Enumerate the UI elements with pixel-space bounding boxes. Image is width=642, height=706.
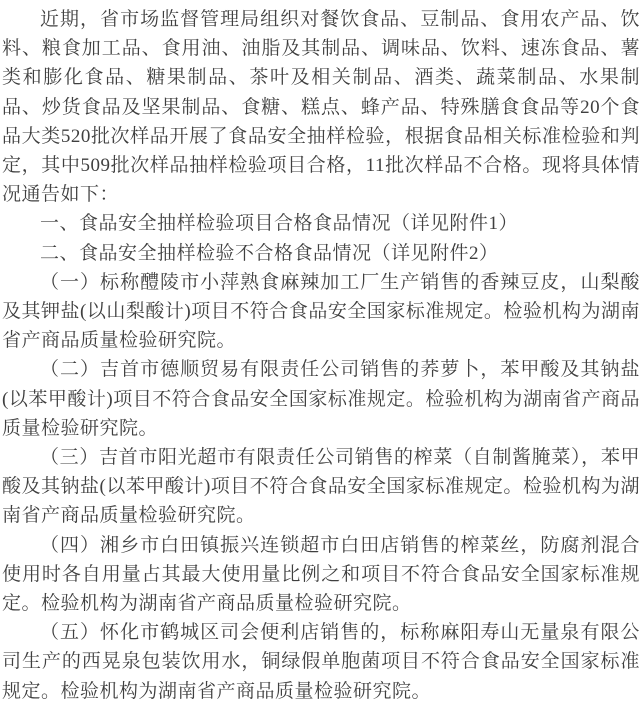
noncompliant-item-1: （一）标称醴陵市小萍熟食麻辣加工厂生产销售的香辣豆皮，山梨酸及其钾盐(以山梨酸计)项目不符合食品安全国家标准规定。检验机构为湖南省产商品质量检验研究院。 [2, 271, 640, 352]
noncompliant-item-3: （三）吉首市阳光超市有限责任公司销售的榨菜（自制酱腌菜），苯甲酸及其钠盐(以苯甲酸计)项目不符合食品安全国家标准规定。检验机构为湖南省产商品质量检验研究院。 [2, 447, 640, 527]
section-2-heading: 二、食品安全抽样检验不合格食品情况（详见附件2） [40, 242, 499, 264]
section-1-heading: 一、食品安全抽样检验项目合格食品情况（详见附件1） [40, 213, 519, 235]
noncompliant-item-2: （二）吉首市德顺贸易有限责任公司销售的荞萝卜，苯甲酸及其钠盐(以苯甲酸计)项目不符合食品安全国家标准规定。检验机构为湖南省产商品质量检验研究院。 [2, 359, 640, 439]
noncompliant-item-5: （五）怀化市鹤城区司会便利店销售的，标称麻阳寿山无量泉有限公司生产的西晃泉包装饮用水，铜绿假单胞菌项目不符合食品安全国家标准规定。检验机构为湖南省产商品质量检验研究院。 [2, 622, 640, 702]
noncompliant-item-4: （四）湘乡市白田镇振兴连锁超市白田店销售的榨菜丝，防腐剂混合使用时各自用量占其最大使用量比例之和项目不符合食品安全国家标准规定。检验机构为湖南省产商品质量检验研究院。 [2, 534, 640, 615]
intro-paragraph: 近期，省市场监督管理局组织对餐饮食品、豆制品、食用农产品、饮料、粮食加工品、食用油、油脂及其制品、调味品、饮料、速冻食品、薯类和膨化食品、糖果制品、茶叶及相关制品、酒类、蔬菜制品、水果制品、炒货食品及坚果制品、食糖、糕点、蜂产品、特殊膳食食品等20个食品大类520批次样品开展了食品安全抽样检验，根据食品相关标准检验和判定，其中509批次样品抽样检验项目合格，11批次样品不合格。现将具体情况通告如下： [2, 9, 640, 206]
